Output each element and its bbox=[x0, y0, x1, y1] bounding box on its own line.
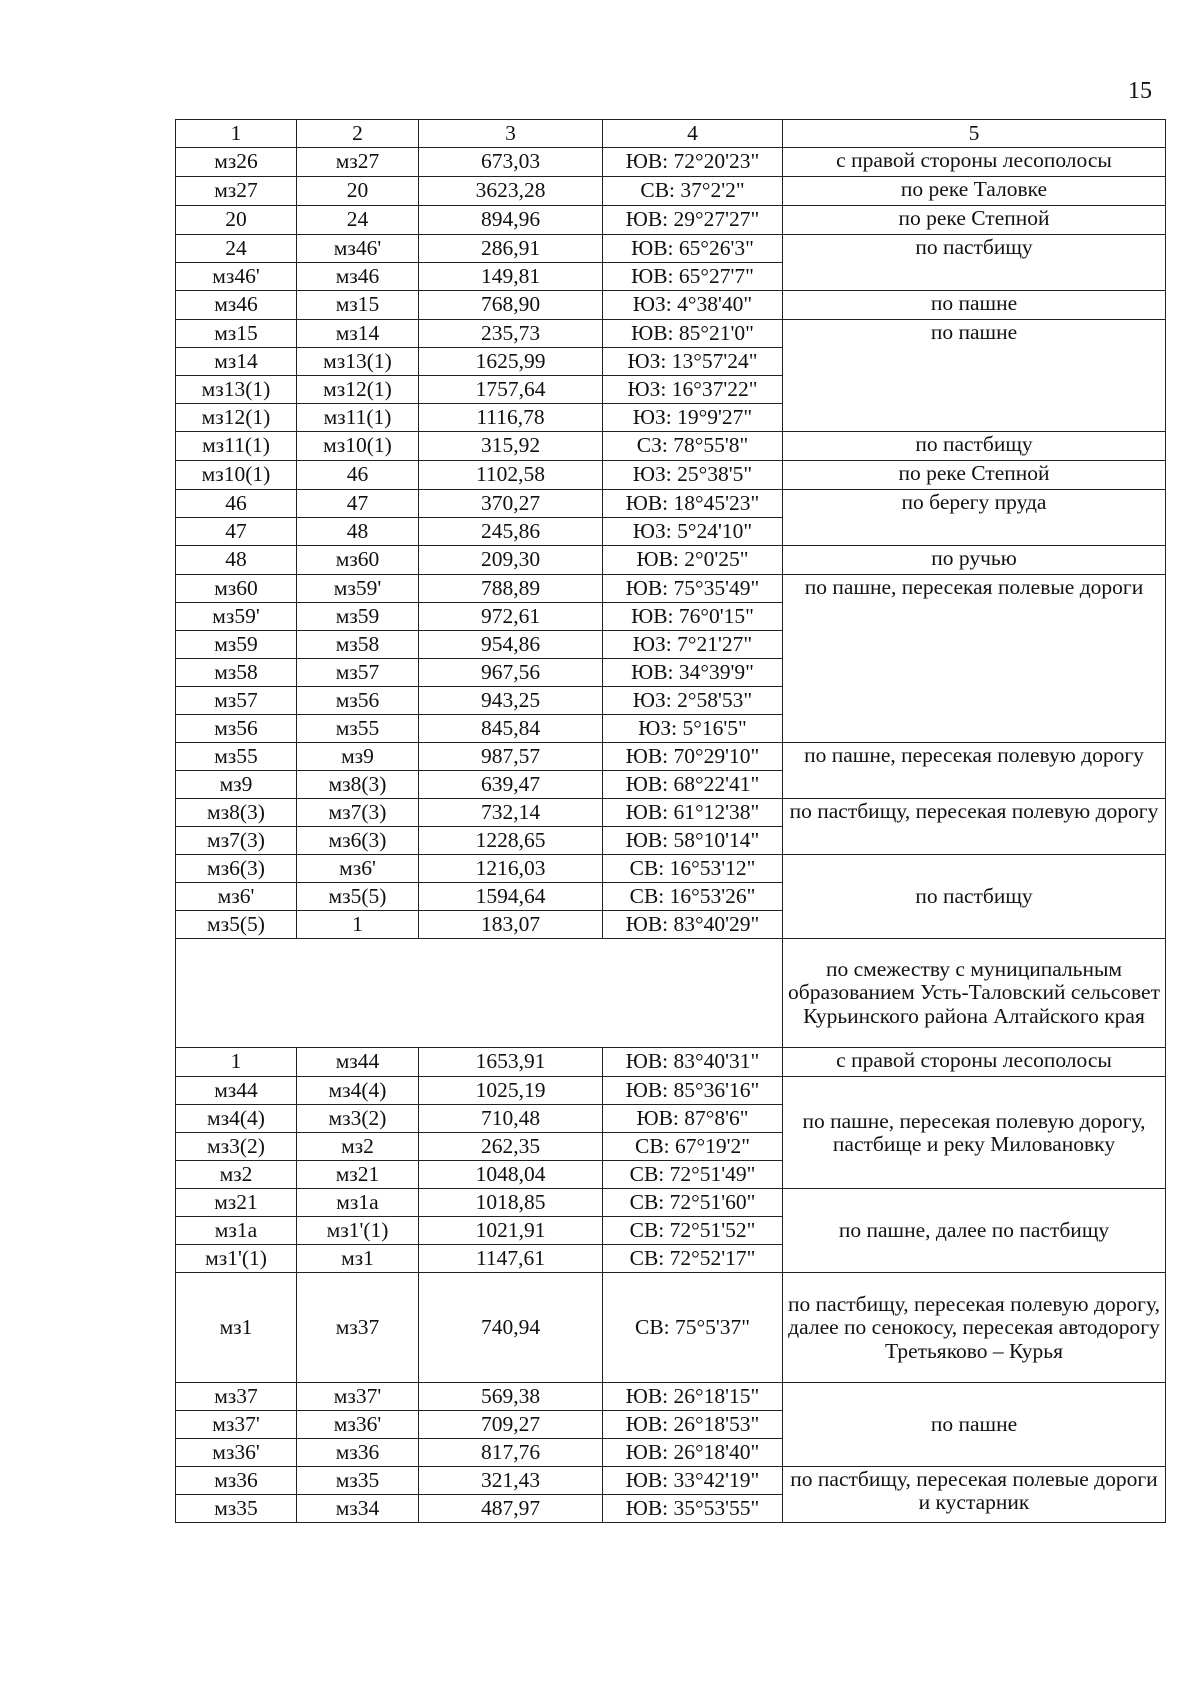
length: 639,47 bbox=[419, 771, 603, 799]
to-point: мз21 bbox=[297, 1161, 419, 1189]
from-point: мз35 bbox=[176, 1495, 297, 1523]
to-point: мз14 bbox=[297, 320, 419, 348]
description: по пашне bbox=[783, 1383, 1166, 1467]
to-point: мз34 bbox=[297, 1495, 419, 1523]
bearing: СВ: 72°52'17" bbox=[603, 1245, 783, 1273]
header-cell: 1 bbox=[176, 120, 297, 148]
length: 817,76 bbox=[419, 1439, 603, 1467]
length: 569,38 bbox=[419, 1383, 603, 1411]
to-point: 1 bbox=[297, 911, 419, 939]
from-point: мз4(4) bbox=[176, 1105, 297, 1133]
description: по реке Таловке bbox=[783, 177, 1166, 206]
header-cell: 3 bbox=[419, 120, 603, 148]
bearing: СВ: 37°2'2" bbox=[603, 177, 783, 206]
to-point: мз56 bbox=[297, 687, 419, 715]
bearing: СВ: 16°53'12" bbox=[603, 855, 783, 883]
to-point: мз59 bbox=[297, 603, 419, 631]
description: по пашне, пересекая полевые дороги bbox=[783, 575, 1166, 743]
length: 370,27 bbox=[419, 490, 603, 518]
header-cell: 2 bbox=[297, 120, 419, 148]
length: 740,94 bbox=[419, 1273, 603, 1383]
bearing: ЮВ: 2°0'25" bbox=[603, 546, 783, 575]
description: по пастбищу bbox=[783, 235, 1166, 291]
to-point: мз44 bbox=[297, 1048, 419, 1077]
adjacency-note: по смежеству с муниципальным образованием Усть-Таловский сельсовет Курьинского района Алтайского края bbox=[783, 939, 1166, 1048]
length: 1594,64 bbox=[419, 883, 603, 911]
from-point: мз57 bbox=[176, 687, 297, 715]
from-point: мз27 bbox=[176, 177, 297, 206]
length: 1757,64 bbox=[419, 376, 603, 404]
description: по реке Степной bbox=[783, 461, 1166, 490]
to-point: мз8(3) bbox=[297, 771, 419, 799]
table-row bbox=[176, 799, 1166, 827]
to-point: мз12(1) bbox=[297, 376, 419, 404]
to-point: мз4(4) bbox=[297, 1077, 419, 1105]
to-point: мз6' bbox=[297, 855, 419, 883]
length: 262,35 bbox=[419, 1133, 603, 1161]
note-blank-cell bbox=[176, 939, 783, 1048]
table-row bbox=[176, 743, 1166, 771]
boundary-table bbox=[175, 119, 1166, 1523]
length: 1025,19 bbox=[419, 1077, 603, 1105]
from-point: 24 bbox=[176, 235, 297, 263]
description: с правой стороны лесополосы bbox=[783, 1048, 1166, 1077]
from-point: мз3(2) bbox=[176, 1133, 297, 1161]
length: 1018,85 bbox=[419, 1189, 603, 1217]
table-row bbox=[176, 1383, 1166, 1411]
length: 845,84 bbox=[419, 715, 603, 743]
from-point: мз37' bbox=[176, 1411, 297, 1439]
bearing: ЮЗ: 13°57'24" bbox=[603, 348, 783, 376]
to-point: 20 bbox=[297, 177, 419, 206]
bearing: СВ: 72°51'52" bbox=[603, 1217, 783, 1245]
from-point: мз36' bbox=[176, 1439, 297, 1467]
to-point: 47 bbox=[297, 490, 419, 518]
to-point: мз7(3) bbox=[297, 799, 419, 827]
length: 1048,04 bbox=[419, 1161, 603, 1189]
table-row bbox=[176, 855, 1166, 883]
to-point: 48 bbox=[297, 518, 419, 546]
table-row bbox=[176, 575, 1166, 603]
length: 1625,99 bbox=[419, 348, 603, 376]
bearing: СВ: 72°51'60" bbox=[603, 1189, 783, 1217]
from-point: мз10(1) bbox=[176, 461, 297, 490]
from-point: мз1а bbox=[176, 1217, 297, 1245]
from-point: мз46' bbox=[176, 263, 297, 291]
from-point: мз5(5) bbox=[176, 911, 297, 939]
to-point: мз1 bbox=[297, 1245, 419, 1273]
bearing: ЮВ: 26°18'40" bbox=[603, 1439, 783, 1467]
to-point: мз1'(1) bbox=[297, 1217, 419, 1245]
length: 149,81 bbox=[419, 263, 603, 291]
table-row bbox=[176, 1189, 1166, 1217]
table-row bbox=[176, 1467, 1166, 1495]
bearing: ЮВ: 65°26'3" bbox=[603, 235, 783, 263]
from-point: мз26 bbox=[176, 148, 297, 177]
length: 954,86 bbox=[419, 631, 603, 659]
to-point: мз15 bbox=[297, 291, 419, 320]
description: по пашне, пересекая полевую дорогу, пастбище и реку Миловановку bbox=[783, 1077, 1166, 1189]
to-point: мз2 bbox=[297, 1133, 419, 1161]
from-point: мз13(1) bbox=[176, 376, 297, 404]
bearing: ЮВ: 26°18'53" bbox=[603, 1411, 783, 1439]
to-point: мз5(5) bbox=[297, 883, 419, 911]
bearing: ЮВ: 35°53'55" bbox=[603, 1495, 783, 1523]
length: 235,73 bbox=[419, 320, 603, 348]
from-point: мз55 bbox=[176, 743, 297, 771]
to-point: мз46' bbox=[297, 235, 419, 263]
from-point: мз2 bbox=[176, 1161, 297, 1189]
description: по пастбищу bbox=[783, 432, 1166, 461]
length: 943,25 bbox=[419, 687, 603, 715]
bearing: ЮВ: 85°21'0" bbox=[603, 320, 783, 348]
from-point: мз15 bbox=[176, 320, 297, 348]
to-point: мз57 bbox=[297, 659, 419, 687]
table-row bbox=[176, 206, 1166, 235]
from-point: 47 bbox=[176, 518, 297, 546]
bearing: ЮВ: 83°40'31" bbox=[603, 1048, 783, 1077]
to-point: мз11(1) bbox=[297, 404, 419, 432]
length: 732,14 bbox=[419, 799, 603, 827]
page-number: 15 bbox=[1128, 78, 1152, 104]
header-row bbox=[176, 120, 1166, 148]
from-point: мз37 bbox=[176, 1383, 297, 1411]
description: по пастбищу, пересекая полевую дорогу bbox=[783, 799, 1166, 855]
description: по пастбищу, пересекая полевые дороги и кустарник bbox=[783, 1467, 1166, 1523]
length: 768,90 bbox=[419, 291, 603, 320]
from-point: мз12(1) bbox=[176, 404, 297, 432]
from-point: мз56 bbox=[176, 715, 297, 743]
length: 245,86 bbox=[419, 518, 603, 546]
length: 487,97 bbox=[419, 1495, 603, 1523]
from-point: мз58 bbox=[176, 659, 297, 687]
from-point: мз6(3) bbox=[176, 855, 297, 883]
to-point: мз6(3) bbox=[297, 827, 419, 855]
bearing: ЮВ: 65°27'7" bbox=[603, 263, 783, 291]
to-point: мз55 bbox=[297, 715, 419, 743]
to-point: мз13(1) bbox=[297, 348, 419, 376]
length: 321,43 bbox=[419, 1467, 603, 1495]
table-row bbox=[176, 1077, 1166, 1105]
bearing: СВ: 72°51'49" bbox=[603, 1161, 783, 1189]
from-point: мз60 bbox=[176, 575, 297, 603]
from-point: мз1'(1) bbox=[176, 1245, 297, 1273]
to-point: мз58 bbox=[297, 631, 419, 659]
note-row bbox=[176, 939, 1166, 1048]
to-point: мз36' bbox=[297, 1411, 419, 1439]
description: по пашне, пересекая полевую дорогу bbox=[783, 743, 1166, 799]
bearing: ЮВ: 68°22'41" bbox=[603, 771, 783, 799]
from-point: 20 bbox=[176, 206, 297, 235]
to-point: мз60 bbox=[297, 546, 419, 575]
to-point: 24 bbox=[297, 206, 419, 235]
from-point: 1 bbox=[176, 1048, 297, 1077]
table-row bbox=[176, 546, 1166, 575]
description: по берегу пруда bbox=[783, 490, 1166, 546]
from-point: мз44 bbox=[176, 1077, 297, 1105]
length: 3623,28 bbox=[419, 177, 603, 206]
length: 183,07 bbox=[419, 911, 603, 939]
to-point: мз3(2) bbox=[297, 1105, 419, 1133]
bearing: ЮЗ: 25°38'5" bbox=[603, 461, 783, 490]
from-point: мз46 bbox=[176, 291, 297, 320]
bearing: ЮВ: 33°42'19" bbox=[603, 1467, 783, 1495]
table-row bbox=[176, 1048, 1166, 1077]
table-row bbox=[176, 1273, 1166, 1383]
length: 987,57 bbox=[419, 743, 603, 771]
bearing: ЮЗ: 5°16'5" bbox=[603, 715, 783, 743]
bearing: ЮВ: 75°35'49" bbox=[603, 575, 783, 603]
length: 209,30 bbox=[419, 546, 603, 575]
table-row bbox=[176, 148, 1166, 177]
length: 709,27 bbox=[419, 1411, 603, 1439]
from-point: мз36 bbox=[176, 1467, 297, 1495]
bearing: ЮВ: 87°8'6" bbox=[603, 1105, 783, 1133]
to-point: мз37' bbox=[297, 1383, 419, 1411]
header-cell: 5 bbox=[783, 120, 1166, 148]
from-point: 48 bbox=[176, 546, 297, 575]
to-point: мз10(1) bbox=[297, 432, 419, 461]
bearing: ЮВ: 70°29'10" bbox=[603, 743, 783, 771]
from-point: мз7(3) bbox=[176, 827, 297, 855]
bearing: ЮВ: 26°18'15" bbox=[603, 1383, 783, 1411]
length: 788,89 bbox=[419, 575, 603, 603]
to-point: мз46 bbox=[297, 263, 419, 291]
bearing: ЮЗ: 7°21'27" bbox=[603, 631, 783, 659]
from-point: мз11(1) bbox=[176, 432, 297, 461]
to-point: мз35 bbox=[297, 1467, 419, 1495]
description: с правой стороны лесополосы bbox=[783, 148, 1166, 177]
length: 972,61 bbox=[419, 603, 603, 631]
to-point: мз59' bbox=[297, 575, 419, 603]
bearing: ЮВ: 85°36'16" bbox=[603, 1077, 783, 1105]
to-point: мз9 bbox=[297, 743, 419, 771]
from-point: мз21 bbox=[176, 1189, 297, 1217]
bearing: ЮВ: 29°27'27" bbox=[603, 206, 783, 235]
length: 1216,03 bbox=[419, 855, 603, 883]
bearing: ЮЗ: 2°58'53" bbox=[603, 687, 783, 715]
description: по пашне bbox=[783, 291, 1166, 320]
bearing: ЮЗ: 19°9'27" bbox=[603, 404, 783, 432]
table-row bbox=[176, 490, 1166, 518]
description: по реке Степной bbox=[783, 206, 1166, 235]
to-point: мз1а bbox=[297, 1189, 419, 1217]
description: по пастбищу bbox=[783, 855, 1166, 939]
length: 286,91 bbox=[419, 235, 603, 263]
bearing: СВ: 67°19'2" bbox=[603, 1133, 783, 1161]
table-row bbox=[176, 235, 1166, 263]
length: 1116,78 bbox=[419, 404, 603, 432]
from-point: мз6' bbox=[176, 883, 297, 911]
length: 1102,58 bbox=[419, 461, 603, 490]
length: 1147,61 bbox=[419, 1245, 603, 1273]
bearing: СВ: 16°53'26" bbox=[603, 883, 783, 911]
from-point: мз1 bbox=[176, 1273, 297, 1383]
bearing: ЮВ: 61°12'38" bbox=[603, 799, 783, 827]
description: по пастбищу, пересекая полевую дорогу, далее по сенокосу, пересекая автодорогу Третьяково – Курья bbox=[783, 1273, 1166, 1383]
length: 315,92 bbox=[419, 432, 603, 461]
from-point: мз59' bbox=[176, 603, 297, 631]
description: по ручью bbox=[783, 546, 1166, 575]
description: по пашне bbox=[783, 320, 1166, 432]
from-point: мз9 bbox=[176, 771, 297, 799]
table-row bbox=[176, 291, 1166, 320]
table-row bbox=[176, 320, 1166, 348]
bearing: СЗ: 78°55'8" bbox=[603, 432, 783, 461]
bearing: ЮЗ: 4°38'40" bbox=[603, 291, 783, 320]
length: 1653,91 bbox=[419, 1048, 603, 1077]
header-cell: 4 bbox=[603, 120, 783, 148]
length: 894,96 bbox=[419, 206, 603, 235]
table-row bbox=[176, 461, 1166, 490]
from-point: мз8(3) bbox=[176, 799, 297, 827]
from-point: 46 bbox=[176, 490, 297, 518]
length: 1228,65 bbox=[419, 827, 603, 855]
bearing: ЮВ: 34°39'9" bbox=[603, 659, 783, 687]
from-point: мз14 bbox=[176, 348, 297, 376]
length: 1021,91 bbox=[419, 1217, 603, 1245]
bearing: ЮВ: 72°20'23" bbox=[603, 148, 783, 177]
bearing: ЮВ: 18°45'23" bbox=[603, 490, 783, 518]
length: 673,03 bbox=[419, 148, 603, 177]
to-point: мз27 bbox=[297, 148, 419, 177]
bearing: ЮЗ: 16°37'22" bbox=[603, 376, 783, 404]
table-row bbox=[176, 432, 1166, 461]
bearing: СВ: 75°5'37" bbox=[603, 1273, 783, 1383]
bearing: ЮВ: 76°0'15" bbox=[603, 603, 783, 631]
bearing: ЮВ: 58°10'14" bbox=[603, 827, 783, 855]
length: 967,56 bbox=[419, 659, 603, 687]
description: по пашне, далее по пастбищу bbox=[783, 1189, 1166, 1273]
to-point: 46 bbox=[297, 461, 419, 490]
length: 710,48 bbox=[419, 1105, 603, 1133]
from-point: мз59 bbox=[176, 631, 297, 659]
to-point: мз37 bbox=[297, 1273, 419, 1383]
bearing: ЮВ: 83°40'29" bbox=[603, 911, 783, 939]
table-row bbox=[176, 177, 1166, 206]
to-point: мз36 bbox=[297, 1439, 419, 1467]
bearing: ЮЗ: 5°24'10" bbox=[603, 518, 783, 546]
